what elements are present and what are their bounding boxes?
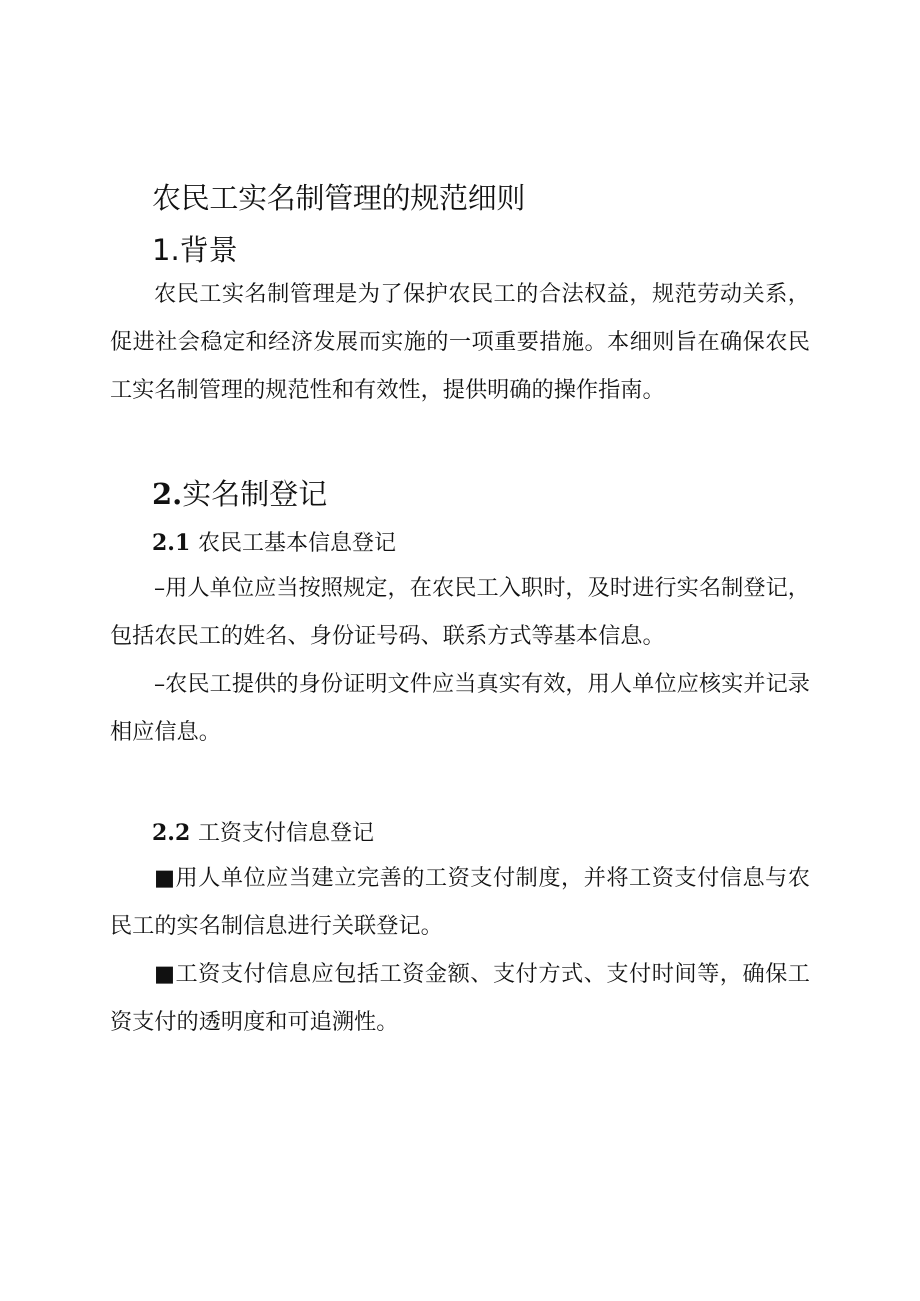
subsection-number: 2.2	[152, 820, 191, 846]
basic-info-paragraph-1: –用人单位应当按照规定，在农民工入职时，及时进行实名制登记，包括农民工的姓名、身份证号码、联系方式等基本信息。	[110, 575, 810, 649]
section-heading-background: 1.背景	[152, 233, 238, 267]
wage-info-paragraph-2: ■工资支付信息应包括工资金额、支付方式、支付时间等，确保工资支付的透明度和可追溯性。	[110, 961, 810, 1035]
section-heading-registration	[152, 472, 327, 513]
section-title: 实名制登记	[182, 477, 328, 511]
document-title: 农民工实名制管理的规范细则	[152, 181, 526, 215]
subsection-number: 2.1	[152, 530, 191, 556]
section-number: 2.	[152, 477, 183, 511]
background-paragraph: 农民工实名制管理是为了保护农民工的合法权益，规范劳动关系，促进社会稳定和经济发展而实施的一项重要措施。本细则旨在确保农民工实名制管理的规范性和有效性，提供明确的操作指南。	[110, 281, 810, 403]
basic-info-paragraph-2: –农民工提供的身份证明文件应当真实有效，用人单位应核实并记录相应信息。	[110, 671, 810, 745]
subsection-heading-wage-info	[152, 816, 374, 847]
wage-info-paragraph-1: ■用人单位应当建立完善的工资支付制度，并将工资支付信息与农民工的实名制信息进行关联登记。	[110, 865, 810, 939]
subsection-heading-basic-info	[152, 526, 396, 557]
subsection-title: 工资支付信息登记	[198, 821, 375, 846]
subsection-title: 农民工基本信息登记	[198, 531, 397, 556]
